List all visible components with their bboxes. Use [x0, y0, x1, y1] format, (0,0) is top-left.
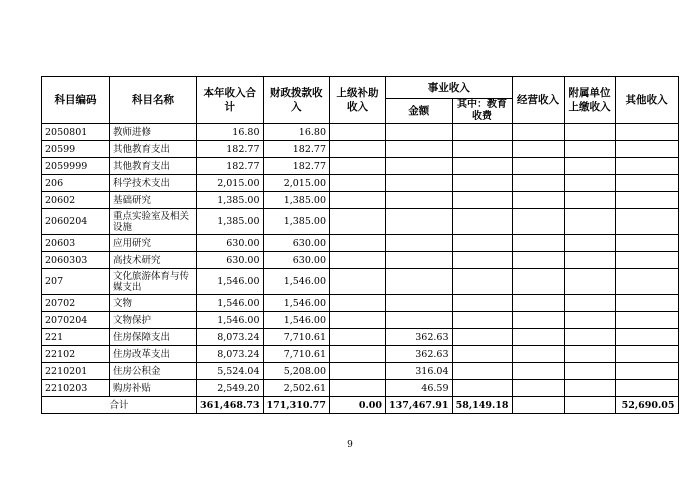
cell-affiliated — [564, 312, 615, 329]
cell-name: 基础研究 — [110, 192, 197, 209]
cell-upper — [330, 380, 386, 397]
cell-amount — [386, 141, 453, 158]
cell-upper — [330, 252, 386, 269]
cell-amount — [386, 235, 453, 252]
table-row — [42, 346, 679, 363]
total-amount: 137,467.91 — [386, 397, 453, 414]
table-row — [42, 380, 679, 397]
cell-total: 2,015.00 — [197, 175, 264, 192]
cell-amount: 316.04 — [386, 363, 453, 380]
cell-amount — [386, 252, 453, 269]
cell-code: 20599 — [42, 141, 110, 158]
cell-code: 2210201 — [42, 363, 110, 380]
cell-affiliated — [564, 192, 615, 209]
cell-fiscal: 182.77 — [263, 158, 330, 175]
cell-name: 重点实验室及相关设施 — [110, 209, 197, 235]
cell-code: 20602 — [42, 192, 110, 209]
cell-fiscal: 630.00 — [263, 252, 330, 269]
cell-operating — [512, 192, 564, 209]
cell-other — [615, 380, 678, 397]
cell-other — [615, 175, 678, 192]
total-total: 361,468.73 — [197, 397, 264, 414]
cell-other — [615, 124, 678, 141]
cell-name: 其他教育支出 — [110, 141, 197, 158]
cell-total: 1,546.00 — [197, 295, 264, 312]
cell-upper — [330, 312, 386, 329]
cell-other — [615, 329, 678, 346]
cell-edu_fee — [452, 329, 512, 346]
cell-code: 20603 — [42, 235, 110, 252]
table-row — [42, 363, 679, 380]
cell-operating — [512, 295, 564, 312]
header-affiliated: 附属单位上缴收入 — [564, 77, 615, 124]
cell-fiscal: 1,546.00 — [263, 295, 330, 312]
cell-total: 1,385.00 — [197, 192, 264, 209]
cell-code: 22102 — [42, 346, 110, 363]
cell-edu_fee — [452, 209, 512, 235]
cell-total: 630.00 — [197, 252, 264, 269]
cell-code: 2050801 — [42, 124, 110, 141]
cell-name: 教师进修 — [110, 124, 197, 141]
cell-code: 2070204 — [42, 312, 110, 329]
cell-upper — [330, 346, 386, 363]
table-row — [42, 295, 679, 312]
cell-name: 文化旅游体育与传媒支出 — [110, 269, 197, 295]
cell-affiliated — [564, 235, 615, 252]
cell-other — [615, 295, 678, 312]
header-edu-fee: 其中：教育收费 — [452, 99, 512, 124]
cell-other — [615, 158, 678, 175]
cell-fiscal: 1,546.00 — [263, 312, 330, 329]
cell-amount — [386, 295, 453, 312]
cell-upper — [330, 141, 386, 158]
cell-amount: 46.59 — [386, 380, 453, 397]
cell-total: 182.77 — [197, 158, 264, 175]
cell-affiliated — [564, 269, 615, 295]
cell-total: 16.80 — [197, 124, 264, 141]
cell-edu_fee — [452, 346, 512, 363]
cell-total: 1,546.00 — [197, 312, 264, 329]
cell-code: 2210203 — [42, 380, 110, 397]
page-number: 9 — [347, 440, 353, 450]
cell-total: 630.00 — [197, 235, 264, 252]
cell-edu_fee — [452, 175, 512, 192]
cell-affiliated — [564, 158, 615, 175]
cell-operating — [512, 269, 564, 295]
header-amount: 金额 — [386, 99, 453, 124]
cell-amount: 362.63 — [386, 346, 453, 363]
cell-name: 住房保障支出 — [110, 329, 197, 346]
cell-code: 221 — [42, 329, 110, 346]
cell-total: 5,524.04 — [197, 363, 264, 380]
cell-amount — [386, 175, 453, 192]
cell-fiscal: 1,385.00 — [263, 192, 330, 209]
cell-total: 182.77 — [197, 141, 264, 158]
cell-other — [615, 141, 678, 158]
table-row — [42, 124, 679, 141]
cell-edu_fee — [452, 158, 512, 175]
income-table — [41, 76, 679, 414]
cell-code: 206 — [42, 175, 110, 192]
total-row — [42, 397, 679, 414]
cell-edu_fee — [452, 363, 512, 380]
cell-operating — [512, 252, 564, 269]
cell-affiliated — [564, 380, 615, 397]
cell-affiliated — [564, 363, 615, 380]
cell-code: 2060303 — [42, 252, 110, 269]
cell-upper — [330, 158, 386, 175]
cell-affiliated — [564, 141, 615, 158]
header-fiscal: 财政拨款收入 — [263, 77, 330, 124]
cell-upper — [330, 295, 386, 312]
cell-upper — [330, 235, 386, 252]
cell-name: 科学技术支出 — [110, 175, 197, 192]
cell-operating — [512, 329, 564, 346]
total-fiscal: 171,310.77 — [263, 397, 330, 414]
cell-affiliated — [564, 209, 615, 235]
total-upper: 0.00 — [330, 397, 386, 414]
cell-upper — [330, 209, 386, 235]
cell-other — [615, 363, 678, 380]
total-operating — [512, 397, 564, 414]
cell-amount — [386, 192, 453, 209]
total-edu_fee: 58,149.18 — [452, 397, 512, 414]
table-row — [42, 329, 679, 346]
cell-amount: 362.63 — [386, 329, 453, 346]
table-row — [42, 175, 679, 192]
cell-other — [615, 346, 678, 363]
header-name: 科目名称 — [110, 77, 197, 124]
cell-fiscal: 2,015.00 — [263, 175, 330, 192]
cell-name: 住房改革支出 — [110, 346, 197, 363]
cell-total: 8,073.24 — [197, 346, 264, 363]
cell-name: 住房公积金 — [110, 363, 197, 380]
cell-amount — [386, 124, 453, 141]
cell-edu_fee — [452, 252, 512, 269]
cell-operating — [512, 124, 564, 141]
cell-affiliated — [564, 295, 615, 312]
cell-operating — [512, 209, 564, 235]
cell-operating — [512, 235, 564, 252]
cell-code: 20702 — [42, 295, 110, 312]
cell-fiscal: 2,502.61 — [263, 380, 330, 397]
cell-amount — [386, 209, 453, 235]
cell-upper — [330, 363, 386, 380]
cell-edu_fee — [452, 124, 512, 141]
cell-code: 2060204 — [42, 209, 110, 235]
table-row — [42, 269, 679, 295]
cell-upper — [330, 175, 386, 192]
cell-other — [615, 235, 678, 252]
total-affiliated — [564, 397, 615, 414]
table-row — [42, 141, 679, 158]
header-operating: 经营收入 — [512, 77, 564, 124]
cell-name: 购房补贴 — [110, 380, 197, 397]
total-other: 52,690.05 — [615, 397, 678, 414]
cell-other — [615, 269, 678, 295]
cell-fiscal: 16.80 — [263, 124, 330, 141]
cell-fiscal: 1,385.00 — [263, 209, 330, 235]
cell-operating — [512, 158, 564, 175]
cell-code: 2059999 — [42, 158, 110, 175]
cell-amount — [386, 269, 453, 295]
total-label: 合计 — [42, 397, 197, 414]
cell-code: 207 — [42, 269, 110, 295]
cell-operating — [512, 346, 564, 363]
cell-name: 文物 — [110, 295, 197, 312]
cell-upper — [330, 192, 386, 209]
cell-total: 8,073.24 — [197, 329, 264, 346]
cell-affiliated — [564, 124, 615, 141]
cell-edu_fee — [452, 141, 512, 158]
cell-other — [615, 209, 678, 235]
cell-fiscal: 5,208.00 — [263, 363, 330, 380]
cell-affiliated — [564, 252, 615, 269]
cell-upper — [330, 329, 386, 346]
table-row — [42, 312, 679, 329]
cell-operating — [512, 175, 564, 192]
cell-edu_fee — [452, 235, 512, 252]
table-row — [42, 192, 679, 209]
cell-upper — [330, 269, 386, 295]
cell-edu_fee — [452, 192, 512, 209]
cell-amount — [386, 158, 453, 175]
header-upper: 上级补助收入 — [330, 77, 386, 124]
table-row — [42, 252, 679, 269]
cell-total: 1,546.00 — [197, 269, 264, 295]
cell-edu_fee — [452, 380, 512, 397]
header-total: 本年收入合计 — [197, 77, 264, 124]
cell-other — [615, 312, 678, 329]
cell-total: 2,549.20 — [197, 380, 264, 397]
table-row — [42, 235, 679, 252]
cell-name: 其他教育支出 — [110, 158, 197, 175]
table-row — [42, 209, 679, 235]
cell-name: 高技术研究 — [110, 252, 197, 269]
header-code: 科目编码 — [42, 77, 110, 124]
cell-total: 1,385.00 — [197, 209, 264, 235]
cell-other — [615, 252, 678, 269]
cell-fiscal: 7,710.61 — [263, 329, 330, 346]
header-other: 其他收入 — [615, 77, 678, 124]
cell-edu_fee — [452, 269, 512, 295]
cell-edu_fee — [452, 312, 512, 329]
cell-fiscal: 630.00 — [263, 235, 330, 252]
cell-other — [615, 192, 678, 209]
cell-edu_fee — [452, 295, 512, 312]
table-row — [42, 158, 679, 175]
cell-amount — [386, 312, 453, 329]
cell-upper — [330, 124, 386, 141]
cell-fiscal: 182.77 — [263, 141, 330, 158]
cell-operating — [512, 363, 564, 380]
cell-affiliated — [564, 329, 615, 346]
header-business: 事业收入 — [386, 77, 513, 99]
cell-fiscal: 1,546.00 — [263, 269, 330, 295]
cell-affiliated — [564, 175, 615, 192]
cell-fiscal: 7,710.61 — [263, 346, 330, 363]
cell-affiliated — [564, 346, 615, 363]
cell-operating — [512, 141, 564, 158]
cell-operating — [512, 312, 564, 329]
cell-name: 应用研究 — [110, 235, 197, 252]
cell-operating — [512, 380, 564, 397]
cell-name: 文物保护 — [110, 312, 197, 329]
